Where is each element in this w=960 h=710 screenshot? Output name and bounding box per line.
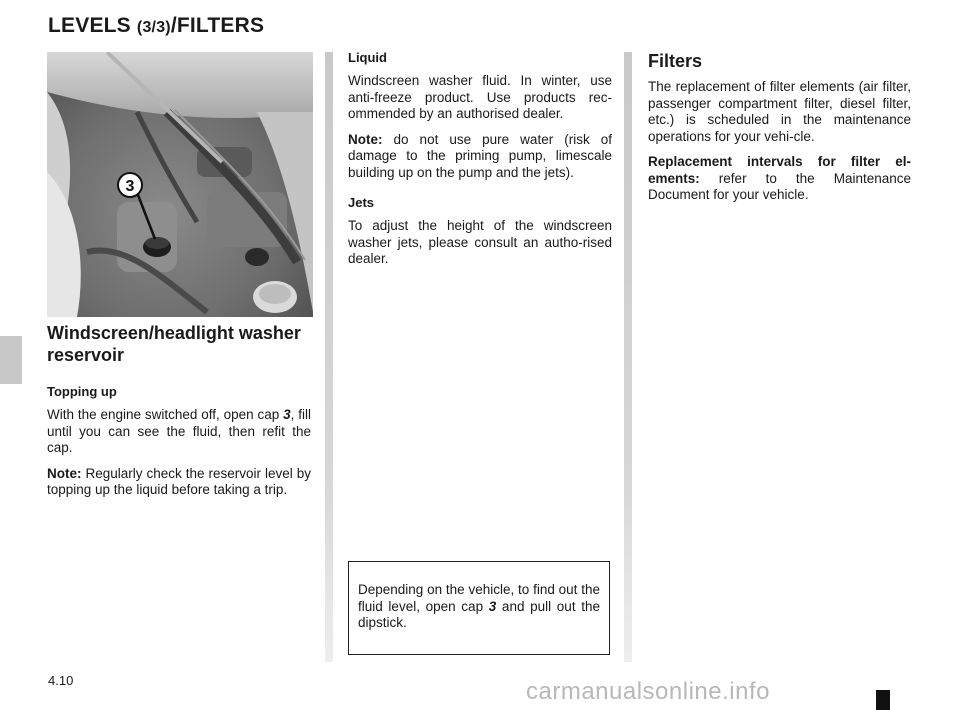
reservoir-heading: Windscreen/headlight washer reservoir [47,323,301,365]
section-tab [0,336,22,384]
column-2 [348,50,612,268]
filters-text: The replacement of filter elements (air filter, passenger compartment filter, diesel filter, etc.) is scheduled in the maintenance operations for your vehi-cle. [648,79,911,144]
jets-text: To adjust the height of the windscreen washer jets, please consult an autho-rised dealer. [348,218,612,266]
watermark: carmanualsonline.info [526,678,770,705]
cap-ref: 3 [488,598,497,614]
title-end: /FILTERS [170,14,265,37]
callout-3: 3 [125,178,135,195]
engine-bay-figure [47,52,313,317]
info-box-text [358,582,600,632]
filters-heading: Filters [648,51,703,71]
column-1 [47,322,311,499]
liquid-text: Windscreen washer fluid. In winter, use anti-freeze product. Use products rec-ommended by an authorised dealer. [348,73,612,121]
intervals-text: refer to the Maintenance Document for your vehicle. [648,170,911,202]
title-part: (3/3) [136,19,171,36]
title-main: LEVELS [48,14,137,37]
intervals-label: Replacement intervals for filter el-ements: [648,154,911,186]
note-2 [348,132,612,182]
column-divider-2 [624,52,632,662]
topping-up-text [47,407,311,457]
note-1 [47,466,311,499]
engine-bay-illustration [47,52,313,317]
text-part: With the engine switched off, open cap [47,407,284,422]
column-3 [648,50,911,204]
page-number: 4.10 [48,673,74,688]
note-text: Regularly check the reservoir level by topping up the liquid before taking a trip. [47,465,311,497]
note-label: Note: [348,131,383,147]
jets-heading: Jets [348,195,375,210]
replacement-intervals [648,154,911,204]
text-part: and pull out the dipstick. [358,598,600,630]
text-part: Depending on the vehicle, to find out the fluid level, open cap [358,582,600,614]
liquid-heading: Liquid [348,50,387,65]
topping-up-heading: Topping up [47,384,117,399]
column-divider-1 [325,52,333,662]
text-part: , fill until you can see the fluid, then refit the cap. [47,407,311,455]
page-corner-mark [876,690,890,710]
cap-ref: 3 [283,407,291,422]
note-label: Note: [47,465,82,481]
page-title [48,14,264,38]
info-box [348,561,610,655]
note-text: do not use pure water (risk of damage to the priming pump, limescale building up on the pump and the jets). [348,131,612,180]
